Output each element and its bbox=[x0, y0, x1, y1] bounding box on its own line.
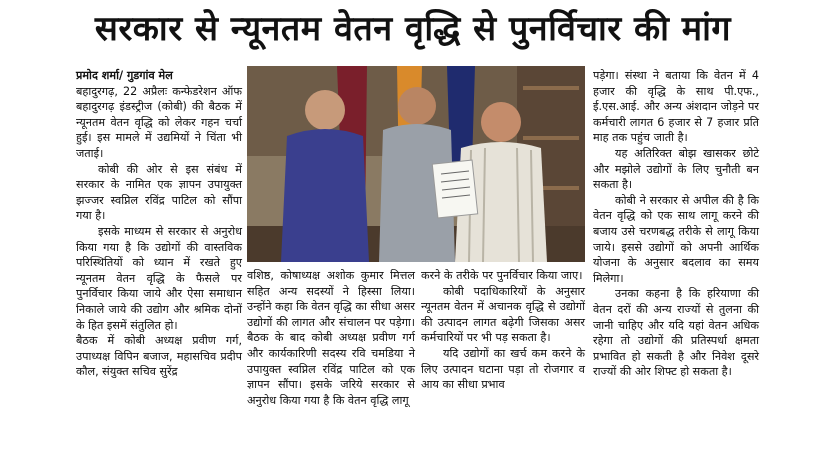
paragraph: कोबी ने सरकार से अपील की है कि वेतन वृद्धि को एक साथ लागू करने की बजाय उसे चरणबद्ध तरीके से लागू किया जाये। इससे उद्योगों को अपनी आर्थिक योजना के अनुसार बदलाव का समय मिलेगा। bbox=[593, 193, 759, 285]
news-photo bbox=[247, 66, 585, 262]
article-column-2 bbox=[247, 268, 415, 408]
paragraph: इसके माध्यम से सरकार से अनुरोध किया गया है कि उद्योगों की वास्तविक परिस्थितियों को ध्यान में रखते हुए न्यूनतम वेतन वृद्धि के फैसले पर पुनर्विचार किया जाये और ऐसा समाधान निकाले जाये की उद्योग और श्रमिक दोनों के हित इसमें संतुलित हो। bbox=[76, 224, 242, 332]
headline: सरकार से न्यूनतम वेतन वृद्धि से पुनर्विचार की मांग bbox=[94, 9, 732, 49]
paragraph: उनका कहना है कि हरियाणा की वेतन दरों की अन्य राज्यों से तुलना की जानी चाहिए और यदि यहां वेतन अधिक रहेगा तो उद्योगों की प्रतिस्पर्धा क्षमता प्रभावित हो सकती है और निवेश दूसरे राज्यों की ओर शिफ्ट हो सकता है। bbox=[593, 287, 759, 379]
paragraph: यदि उद्योगों का खर्च कम करने के लिए उत्पादन घटाना पड़ा तो रोजगार व आय का सीधा प्रभाव bbox=[421, 346, 585, 392]
paragraph: यह अतिरिक्त बोझ खासकर छोटे और मझोले उद्योगों के लिए चुनौती बन सकता है। bbox=[593, 146, 759, 192]
paragraph: करने के तरीके पर पुनर्विचार किया जाए। bbox=[421, 269, 583, 282]
paragraph: बहादुरगढ़, 22 अप्रैलः कन्फेडरेशन ऑफ बहादुरगढ़ इंडस्ट्रीज (कोबी) की बैठक में न्यूनतम वेतन वृद्धि को लेकर गहन चर्चा हुई। इस मामले में उद्यमियों ने चिंता भी जताई। bbox=[76, 84, 242, 160]
article-column-3 bbox=[421, 268, 585, 393]
article-column-4 bbox=[593, 68, 759, 380]
byline: प्रमोद शर्मा/ गुडगांव मेल bbox=[76, 69, 173, 82]
photo-memorandum-handover bbox=[247, 66, 585, 262]
paragraph: कोबी पदाधिकारियों के अनुसार न्यूनतम वेतन में अचानक वृद्धि से उद्योगों की उत्पादन लागत बढ़ेगी जिसका असर कर्मचारियों पर भी पड़ सकता है। bbox=[421, 284, 585, 345]
article-column-1 bbox=[76, 68, 242, 380]
paragraph: पड़ेगा। संस्था ने बताया कि वेतन में 4 हजार की वृद्धि के साथ पी.एफ., ई.एस.आई. और अन्य अंशदान जोड़ने पर कर्मचारी लागत 6 हजार से 7 हजार प्रति माह तक पहुंच जाती है। bbox=[593, 69, 759, 145]
paragraph: बैठक में कोबी अध्यक्ष प्रवीण गर्ग, उपाध्यक्ष विपिन बजाज, महासचिव प्रदीप कौल, संयुक्त सचिव सुरेंद्र bbox=[76, 334, 242, 379]
paragraph: कोबी की ओर से इस संबंध में सरकार के नामित एक ज्ञापन उपायुक्त झज्जर स्वप्निल रविंद्र पाटिल को सौंपा गया है। bbox=[76, 162, 242, 223]
paragraph: वशिष्ठ, कोषाध्यक्ष अशोक कुमार मित्तल सहित अन्य सदस्यों ने हिस्सा लिया। उन्होंने कहा कि वेतन वृद्धि का सीधा असर उद्योगों की लागत और संचालन पर पड़ेगा। बैठक के बाद कोबी अध्यक्ष प्रवीण गर्ग और कार्यकारिणी सदस्य रवि चमडिया ने उपायुक्त स्वप्निल रविंद्र पाटिल को एक ज्ञापन सौंपा। इसके जरिये सरकार से अनुरोध किया गया है कि वेतन वृद्धि लागू bbox=[247, 269, 415, 407]
